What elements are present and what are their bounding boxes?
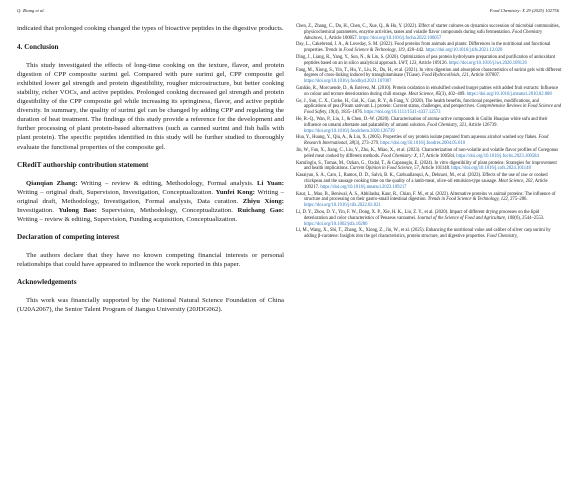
reference-item: Li, D. Y., Zhou, D. Y., Yin, F. W., Dong, X. P., Xie, H. K., Liu, Z. Y., et al. (2020). Impact of different drying processes on the lipid deterioration and color characteristics of Penaeus vannamei. Journal of the Science of Food and Agriculture, 100(6), 2544–2553. https://doi.org/10.1002/jsfa.10280 [296,209,545,227]
reference-item: Chen, Z., Zhang, C., Du, H., Chen, C., Xue, Q., & Hu, Y. (2022). Effect of starter cultures on dynamics succession of microbial communities, physicochemical parameters, enzyme activities, tastes and volatile flavor compounds during sufu fermentation. Food Chemistry Advances, 1, Article 100057. https://doi.org/10.1016/j.focha.2022.100057 [296,24,560,41]
reference-item: Fang, M., Xiong, S., Yin, T., Hu, Y., Liu, R., Du, H., et al. (2021). In vitro digestion and absorption characteristics of surimi gels with different degrees of cross-linking induced by transglutaminase (TGase). Food Hydrocolloids, 121, Article 107007. https://doi.org/10.1016/j.foodhyd.2021.107007 [296,67,562,85]
credit-author-4: Zhiyu Xiong: [242,197,284,205]
doi-link[interactable]: https://doi.org/10.1016/j.focha.2022.100057 [358,35,442,41]
reference-item: Li, M., Wang, X., Shi, T., Zhang, X., Xiong, Z., Jin, W., et al. (2025). Enhancing the nutritional value and caliber of silver carp surimi by adding β-carotene: Insights into the gel characteristics, protein structure, and digestive properties. Food Chemistry, [296,228,551,240]
running-author: Q. Zhang et al. [17,8,45,13]
doi-link[interactable]: https://doi.org/10.1016/j.fochx.2023.100584 [456,153,539,159]
ack-heading: Acknowledgements [17,277,77,286]
left-column [17,24,284,314]
conclusion-heading: 4. Conclusion [17,43,59,52]
credit-role-6: Writing – review & editing, Supervision, Funding acquisition, Conceptualization. [17,215,238,223]
credit-heading: CRediT authorship contribution statement [17,160,149,169]
page-header [0,6,579,16]
reference-list [296,24,562,241]
journal-citation: Food Chemistry: X 29 (2025) 102756 [489,8,559,13]
credit-author-3: Yunfei Kong: [215,188,256,196]
credit-author-2: Li Yuan: [257,179,285,187]
reference-item: Kasaiyan, S. A., Caro, I., Ramos, D. D., Salvá, B. K., Carhuallanqui, A., Dehnavi, M., et al. (2023). Effects of the use of raw or cooked chickpeas and the sausage cooking time on the quality of a lamb-meat, olive-oil emulsion-type sausage. Meat Science, 202, Article 109217. https://doi.org/10.1016/j.meatsci.2023.109217 [296,173,548,190]
credit-role-4: Investigation. [17,206,54,214]
doi-link[interactable]: https://doi.org/10.1002/jsfa.10280 [304,221,368,227]
competing-paragraph: The authors declare that they have no known competing financial interests or personal relationships that could have appeared to influence the work reported in this paper. [17,251,284,268]
reference-item: Ganhão, R., Morcuende, D., & Estévez, M. (2010). Protein oxidation in emulsified cooked burger patties with added fruit extracts: Influence on colour and texture deterioration during chill storage. Meat Science, 85(3), 402–409. https://doi.org/10.1016/j.meatsci.2010.02.008 [296,85,559,97]
ack-paragraph: This work was financially supported by the National Natural Science Foundation of China (U20A2067), the Senior Talent Program of Jiangsu University (20JDG062). [17,297,284,314]
doi-link[interactable]: https://doi.org/10.1016/j.foodres.2004.05.010 [380,141,466,147]
competing-heading: Declaration of competing interest [17,232,120,241]
reference-item: Ding, J., Liang, R., Yang, Y., Sun, N., & Lin, S. (2020). Optimization of pea protein hydrolysate preparation and purification of antioxidant peptides based on an in silico analytical approach. LWT, 123, Article 109126. https://doi.org/10.1016/j.lwt.2020.109126 [296,54,556,66]
credit-role-3: Writing – original draft, Methodology, Investigation, Formal analysis, Data curation. [17,188,284,205]
credit-role-2: Writing – original draft, Supervision, Investigation, Conceptualization. [17,188,214,196]
credit-author-5: Yulong Bao: [58,206,97,214]
doi-link[interactable]: https://doi.org/10.1016/j.tifs.2021.12.020 [425,48,503,54]
reference-item: He, R.-Q., Wan, P., Liu, J., & Chen, D.-W. (2020). Characterisation of aroma-active compounds in Guilin Huaqiao white sufu and their influence on umami aftertaste and palatability of umami solution. Food Chemistry, 321, Article 126739. https://doi.org/10.1016/j.foodchem.2020.126739 [296,116,548,134]
doi-link[interactable]: https://doi.org/10.1016/j.meatsci.2010.02.008 [466,91,552,97]
reference-item: Kamiloglu, S., Tomas, M., Ozkan, G., Ozdal, T., & Capanoglu, E. (2024). In vitro digestibility of plant proteins: Strategies for improvement and health implications. Current Opinion in Food Science, 57, Article 101148. https://doi.org/10.1016/j.cofs.2024.101148 [296,160,557,172]
reference-item: Hua, Y., Huang, Y., Qiu, A., & Liu, X. (2005). Properties of soy protein isolate prepared from aqueous alcohol washed soy flakes. Food Research International, 38(3), 273–279. https://doi.org/10.1016/j.foodres.2004.05.010 [296,135,549,147]
doi-link[interactable]: https://doi.org/10.1016/j.cofs.2024.101148 [451,166,531,172]
intro-paragraph: indicated that prolonged cooking changed the types of bioactive peptides in the digestive products. [17,25,284,32]
reference-item: Kaur, L., Mao, B., Beniwal, A. S., Abhilasha, Kaur, R., Chian, F. M., et al. (2022). Alternative proteins vs animal proteins: The influence of structure and processing on their gastro-small intestinal digestion. Trends in Food Science & Technology, 122, 275–286. https://doi.org/10.1016/j.tifs.2022.02.021 [296,191,556,209]
credit-role-5: Supervision, Methodology, Conceptualization. [101,206,233,214]
credit-author-6: Ruichang Gao: [237,206,285,214]
credit-author-1: Qianqian Zhang: [26,179,78,187]
credit-statement [17,179,284,224]
reference-item: Day, L., Cakebread, J. A., & Loveday, S. M. (2022). Food proteins from animals and plants: Differences in the nutritional and functional properties. Trends in Food Science & Technology, 119, 428–442. https://doi.org/10.1016/j.tifs.2021.12.020 [296,42,551,54]
doi-link[interactable]: https://doi.org/10.1016/j.meatsci.2023.109217 [320,184,407,190]
conclusion-paragraph: This study investigated the effects of long-time cooking on the texture, flavor, and protein digestion of CPP composite surimi gel. Compared with pure surimi gel, CPP composite gel exhibited lower gel strength and protein digestibility, rougher microstructure, but better cooking stability, richer VOCs, and active peptides. Prolonged cooking decreased gel strength and protein digestibility of the CPP composite gel while increasing its springiness, flavor, and active peptide diversity. In summary, the quality of surimi gel can be changed by adding CPP and regulating the duration of heat treatment. The findings of this study provide a reference for the development and further processing of plant protein-based alternatives (such as canned surimi and fish balls with plant protein). The specific peptides identified in this study will be further studied to thoroughly evaluate the functional properties of the composite gel. [17,62,284,151]
doi-link[interactable]: https://doi.org/10.1016/j.foodhyd.2021.107007 [304,79,392,85]
reference-item: Jin, W., Fan, X., Jiang, C., Liu, Y., Zhu, K., Miao, X., et al. (2023). Characterization of non-volatile and volatile flavor profiles of Coregonus peled meat cooked by different methods. Food Chemistry: X, 17, Article 100584. https://doi.org/10.1016/j.fochx.2023.100584 [296,147,559,159]
reference-item: Ge, J., Sun, C. X., Corke, H., Gul, K., Gan, R. Y., & Fang, Y. (2020). The health benefits, functional properties, modifications, and applications of pea (Pisum sativum L.) protein: Current status, challenges, and perspectives. Comprehensive Reviews in Food Science and Food Safety, 19(4), 1835–1876. https://doi.org/10.1111/1541-4337.12573 [296,98,562,116]
doi-link[interactable]: https://doi.org/10.1016/j.tifs.2022.02.021 [304,203,381,209]
doi-link[interactable]: https://doi.org/10.1016/j.lwt.2020.109126 [448,60,527,66]
credit-role-1: Writing – review & editing, Methodology, Formal analysis. [80,179,254,187]
doi-link[interactable]: https://doi.org/10.1016/j.foodchem.2020.126739 [304,128,395,134]
doi-link[interactable]: https://doi.org/10.1111/1541-4337.12573 [364,110,441,116]
